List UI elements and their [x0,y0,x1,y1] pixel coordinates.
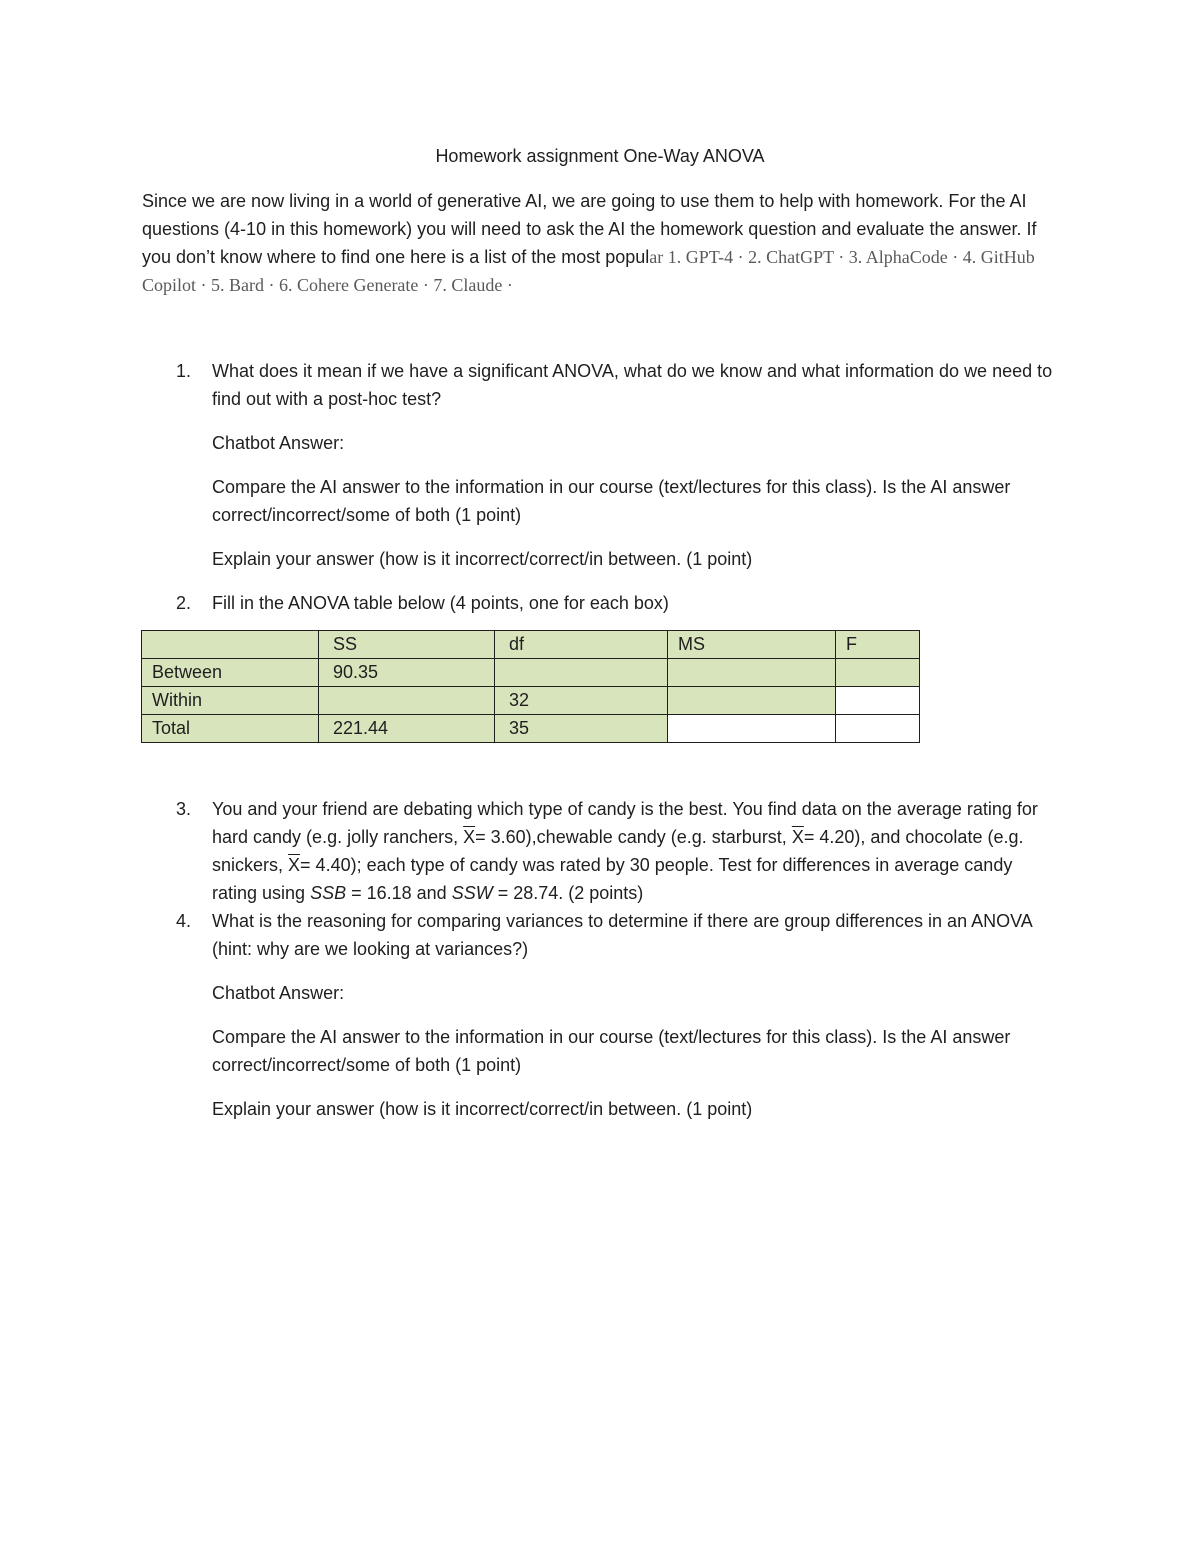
intro-paragraph [142,187,1062,299]
chatbot-answer-label: Chatbot Answer: [212,983,345,1003]
chatbot-answer-label: Chatbot Answer: [212,433,345,453]
table-row [142,687,920,715]
text-run: = 3.60),chewable candy (e.g. starburst, [475,827,792,847]
question-number: 3. [176,799,192,819]
question-number: 1. [176,361,192,381]
text-run: = 16.18 and [346,883,452,903]
question-1 [142,357,1062,573]
text-run: = 4.20), and chocolate (e.g. snickers, [212,827,1024,875]
table-cell: 90.35 [319,659,495,687]
table-header-row [142,631,920,659]
table-cell [495,659,668,687]
table-cell [668,687,836,715]
row-label: Between [142,659,319,687]
compare-instruction: Compare the AI answer to the information in our course (text/lectures for this class). Is the AI answer correct/incorrect/some of both (1 point) [212,477,1011,525]
question-text [212,795,1062,907]
x-bar-symbol: $\overline{X}$ [463,827,476,847]
compare-instruction: Compare the AI answer to the information in our course (text/lectures for this class). Is the AI answer correct/incorrect/some of both (1 point) [212,1027,1011,1075]
question-list-top [142,357,1062,617]
table-row [142,715,920,743]
text-run: = 4.40); each type of candy was rated by 30 people. Test for differences in average candy rating using [212,855,1013,903]
header-cell [142,631,319,659]
question-list-bottom [142,795,1062,1123]
table-cell [836,715,920,743]
page-title: Homework assignment One-Way ANOVA [435,146,765,166]
question-text: Fill in the ANOVA table below (4 points, one for each box) [212,593,669,613]
header-cell: F [836,631,920,659]
text-run: You and your friend are debating which type of candy is the best. You find data on the average rating for hard candy (e.g. jolly ranchers, [212,799,1038,847]
x-bar-symbol: $\overline{X}$ [791,827,804,847]
table-cell [836,687,920,715]
anova-table [141,630,920,743]
explain-instruction: Explain your answer (how is it incorrect/correct/in between. (1 point) [212,549,753,569]
ai-tool-list: ar 1. GPT-4 · 2. ChatGPT · 3. AlphaCode · 4. GitHub Copilot · 5. Bard · 6. Cohere Generate · 7. Claude · [142,247,1035,295]
row-label: Total [142,715,319,743]
table-row [142,659,920,687]
header-cell: MS [668,631,836,659]
ssb-symbol: SSB [310,883,347,903]
table-cell: 221.44 [319,715,495,743]
question-text: What does it mean if we have a significant ANOVA, what do we know and what information do we need to find out with a post-hoc test? [212,361,1053,409]
table-cell [319,687,495,715]
table-cell: 35 [495,715,668,743]
question-4 [142,907,1062,1123]
question-number: 4. [176,911,192,931]
header-cell: df [495,631,668,659]
x-bar-symbol: $\overline{X}$ [288,855,301,875]
header-cell: SS [319,631,495,659]
table-cell [836,659,920,687]
intro-text: Since we are now living in a world of generative AI, we are going to use them to help with homework. For the AI questions (4-10 in this homework) you will need to ask the AI the homework question and evaluate the answer. If you don’t know where to find one here is a list of the most popul [142,191,1037,267]
table-cell: 32 [495,687,668,715]
table-cell [668,715,836,743]
question-2 [142,589,1062,617]
question-text: What is the reasoning for comparing variances to determine if there are group differences in an ANOVA (hint: why are we looking at variances?) [212,911,1032,959]
question-number: 2. [176,593,192,613]
explain-instruction: Explain your answer (how is it incorrect/correct/in between. (1 point) [212,1099,753,1119]
ssw-symbol: SSW [451,883,493,903]
row-label: Within [142,687,319,715]
question-3 [142,795,1062,907]
table-cell [668,659,836,687]
text-run: = 28.74. (2 points) [492,883,644,903]
